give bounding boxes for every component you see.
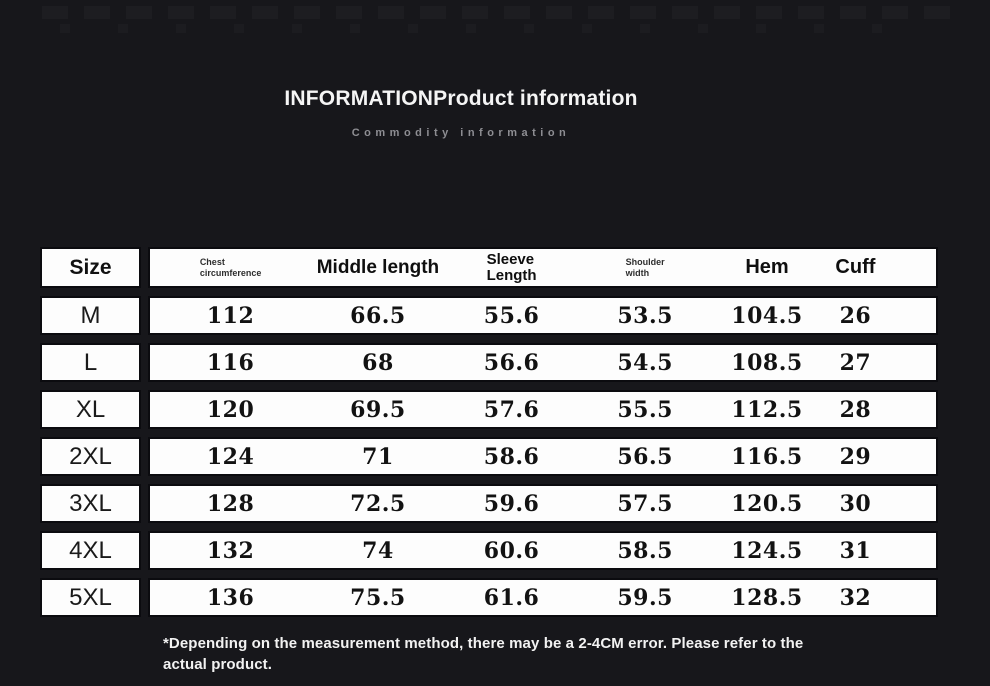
size-label: 3XL	[40, 484, 141, 523]
measurements-row	[148, 437, 938, 476]
header-sleeve-line2: Length	[486, 266, 537, 284]
column-header-cuff: Cuff	[835, 256, 876, 278]
table-row	[40, 343, 938, 382]
measurement-value-cuff: 28	[839, 396, 872, 423]
faint-watermark-row-1	[42, 6, 962, 19]
size-label: 5XL	[40, 578, 141, 617]
measurements-row	[148, 484, 938, 523]
column-header-size: Size	[40, 247, 141, 288]
measurement-value-middle: 71	[362, 443, 394, 470]
size-label: L	[40, 343, 141, 382]
measurement-value-sleeve: 60.6	[483, 537, 540, 564]
measurement-value-cuff: 31	[839, 537, 872, 564]
table-row	[40, 484, 938, 523]
measurement-value-hem: 128.5	[731, 584, 803, 611]
header-chest-line1: Chest	[199, 256, 225, 267]
column-header-shoulder-width	[578, 249, 712, 286]
measurements-row	[148, 578, 938, 617]
page-title: INFORMATIONProduct information	[284, 87, 638, 110]
measurement-value-chest: 136	[206, 584, 255, 611]
measurement-disclaimer: *Depending on the measurement method, there may be a 2-4CM error. Please refer to the actual product.	[163, 635, 804, 673]
measurement-value-middle: 74	[362, 537, 394, 564]
measurement-value-shoulder: 54.5	[617, 349, 673, 376]
measurement-value-cuff: 26	[839, 302, 872, 329]
measurement-value-chest: 124	[206, 443, 255, 470]
measurement-value-middle: 69.5	[350, 396, 406, 423]
table-row	[40, 390, 938, 429]
measurement-value-chest: 116	[206, 349, 255, 376]
column-header-sleeve-length	[445, 249, 579, 286]
measurement-value-chest: 128	[206, 490, 255, 517]
measurement-value-middle: 68	[362, 349, 394, 376]
measurement-value-shoulder: 59.5	[617, 584, 673, 611]
measurement-value-sleeve: 61.6	[483, 584, 540, 611]
measurement-value-sleeve: 58.6	[483, 443, 540, 470]
header-chest-line2: circumference	[199, 267, 262, 278]
measurement-value-sleeve: 57.6	[483, 396, 540, 423]
header-sleeve-line1: Sleeve	[486, 250, 535, 268]
section-header	[0, 87, 922, 139]
column-header-chest-circumference	[150, 249, 311, 286]
measurement-value-sleeve: 55.6	[483, 302, 540, 329]
size-chart-table	[40, 247, 938, 625]
measurements-row	[148, 296, 938, 335]
header-shoulder-line2: width	[625, 267, 650, 278]
table-row	[40, 296, 938, 335]
size-label: 4XL	[40, 531, 141, 570]
measurement-value-middle: 72.5	[350, 490, 406, 517]
measurements-row	[148, 531, 938, 570]
faint-watermark-row-2	[60, 24, 930, 33]
measurement-value-hem: 108.5	[731, 349, 803, 376]
measurements-row	[148, 390, 938, 429]
measurement-value-chest: 132	[206, 537, 255, 564]
table-header-measurements	[148, 247, 938, 288]
measurements-row	[148, 343, 938, 382]
measurement-value-middle: 66.5	[350, 302, 406, 329]
measurement-value-shoulder: 55.5	[617, 396, 673, 423]
measurement-value-shoulder: 53.5	[617, 302, 673, 329]
measurement-value-shoulder: 58.5	[617, 537, 673, 564]
measurement-value-middle: 75.5	[350, 584, 406, 611]
table-row	[40, 578, 938, 617]
measurement-value-hem: 104.5	[731, 302, 803, 329]
measurement-value-cuff: 30	[839, 490, 872, 517]
measurement-value-hem: 120.5	[731, 490, 803, 517]
measurement-value-hem: 116.5	[731, 443, 803, 470]
page-subtitle: Commodity information	[351, 127, 571, 139]
size-label: M	[40, 296, 141, 335]
table-header-row	[40, 247, 938, 288]
table-row	[40, 531, 938, 570]
measurement-value-cuff: 32	[839, 584, 872, 611]
size-label: XL	[40, 390, 141, 429]
measurement-value-sleeve: 56.6	[483, 349, 540, 376]
measurement-value-cuff: 27	[839, 349, 872, 376]
header-shoulder-line1: Shoulder	[625, 256, 665, 267]
table-row	[40, 437, 938, 476]
measurement-value-chest: 112	[206, 302, 255, 329]
column-header-hem: Hem	[745, 256, 789, 278]
measurement-value-shoulder: 56.5	[617, 443, 673, 470]
measurement-value-hem: 124.5	[731, 537, 803, 564]
column-header-middle-length: Middle length	[316, 256, 440, 278]
measurement-value-hem: 112.5	[731, 396, 803, 423]
size-table-body	[40, 296, 938, 617]
measurement-value-sleeve: 59.6	[483, 490, 540, 517]
measurement-value-cuff: 29	[839, 443, 872, 470]
measurement-value-chest: 120	[206, 396, 255, 423]
measurement-value-shoulder: 57.5	[617, 490, 673, 517]
size-label: 2XL	[40, 437, 141, 476]
